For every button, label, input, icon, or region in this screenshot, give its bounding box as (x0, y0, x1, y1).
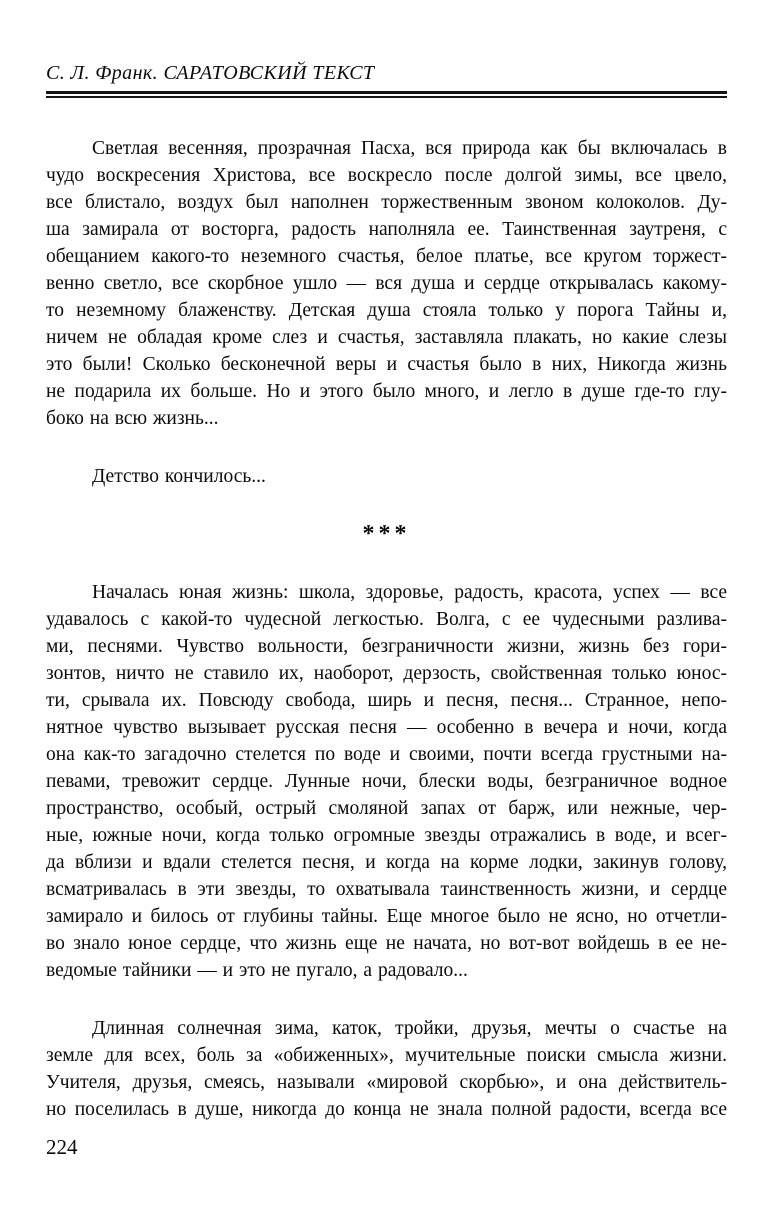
text-line: обещанием какого-то неземного счастья, белое платье, все кругом торжест- (46, 246, 727, 267)
text-line: земле для всех, боль за «обиженных», мучительные поиски смысла жизни. (46, 1045, 727, 1066)
text-line: Детство кончилось... (92, 466, 266, 487)
text-line: ша замирала от восторга, радость наполняла ее. Таинственная заутреня, с (46, 219, 727, 240)
text-line: певами, тревожит сердце. Лунные ночи, блески воды, безграничное водное (46, 771, 727, 792)
text-line: не подарила их больше. Но и этого было много, и легло в душе где-то глу- (46, 381, 727, 402)
text-line: да вблизи и вдали стелется песня, и когда на корме лодки, закинув голову, (46, 852, 727, 873)
paragraph (46, 463, 727, 490)
text-line: то неземному блаженству. Детская душа стояла только у порога Тайны и, (46, 300, 727, 321)
text-line: удавалось с какой-то чудесной легкостью. Волга, с ее чудесными разлива- (46, 609, 727, 630)
text-line: замирало и билось от глубины тайны. Еще многое было не ясно, но отчетли- (46, 906, 727, 927)
header-rule (46, 91, 727, 98)
running-header: С. Л. Франк. САРАТОВСКИЙ ТЕКСТ (46, 62, 375, 84)
text-line: ти, срывала их. Повсюду свобода, ширь и песня, песня... Странное, непо- (46, 690, 727, 711)
text-line: она как-то загадочно стелется по воде и своими, почти всегда грустными на- (46, 744, 727, 765)
text-line: ми, песнями. Чувство вольности, безграничности жизни, жизнь без гори- (46, 636, 727, 657)
text-line: венно светло, все скорбное ушло — вся душа и сердце открывалась какому- (46, 273, 727, 294)
text-body (46, 135, 727, 1123)
text-line: *** (362, 521, 411, 547)
text-line: это были! Сколько бесконечной веры и счастья было в них, Никогда жизнь (46, 354, 727, 375)
text-line: Светлая весенняя, прозрачная Пасха, вся природа как бы включалась в (92, 138, 727, 159)
text-line: нятное чувство вызывает русская песня — особенно в вечера и ночи, когда (46, 717, 727, 738)
paragraph (46, 579, 727, 984)
section-separator (46, 521, 727, 548)
text-line: ведомые тайники — и это не пугало, а радовало... (46, 960, 468, 981)
text-line: Учителя, друзья, смеясь, называли «мировой скорбью», и она действитель- (46, 1072, 727, 1093)
page-content (46, 60, 727, 1123)
text-line: все блистало, воздух был наполнен торжественным звоном колоколов. Ду- (46, 192, 727, 213)
text-line: во знало юное сердце, что жизнь еще не начата, но вот-вот войдешь в ее не- (46, 933, 727, 954)
page-number: 224 (46, 1135, 78, 1159)
text-line: ные, южные ночи, когда только огромные звезды отражались в воде, и всег- (46, 825, 727, 846)
paragraph (46, 135, 727, 432)
text-line: Длинная солнечная зима, каток, тройки, друзья, мечты о счастье на (92, 1018, 727, 1039)
text-line: боко на всю жизнь... (46, 408, 219, 429)
paragraph (46, 1015, 727, 1123)
text-line: пространство, особый, острый смоляной запах от барж, или нежные, чер- (46, 798, 727, 819)
text-line: ничем не обладая кроме слез и счастья, заставляла плакать, но какие слезы (46, 327, 727, 348)
text-line: чудо воскресения Христова, все воскресло после долгой зимы, все цвело, (46, 165, 727, 186)
text-line: всматривалась в эти звезды, то охватывала таинственность жизни, и сердце (46, 879, 727, 900)
text-line: зонтов, ничто не ставило их, наоборот, дерзость, свойственная только юнос- (46, 663, 727, 684)
text-line: но поселилась в душе, никогда до конца не знала полной радости, всегда все (46, 1099, 727, 1120)
text-line: Началась юная жизнь: школа, здоровье, радость, красота, успех — все (92, 582, 727, 603)
